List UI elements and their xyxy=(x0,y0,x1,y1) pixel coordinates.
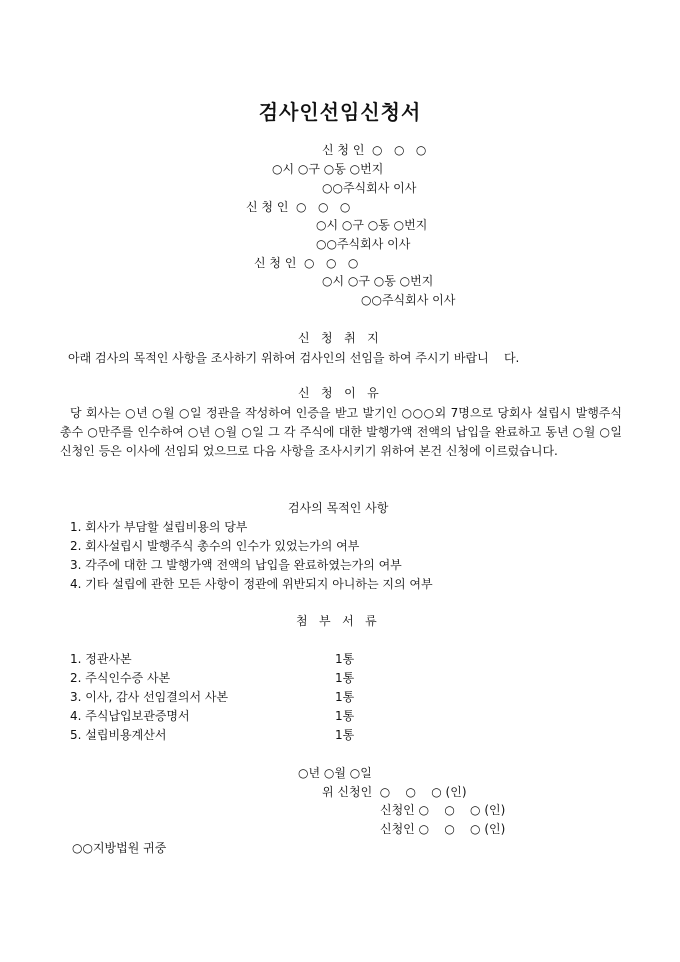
attachment-count: 1통 xyxy=(335,690,355,704)
signature-line: 신청인 ○ ○ ○ (인) xyxy=(380,803,506,817)
purpose-heading: 신 청 취 지 xyxy=(298,331,379,345)
inspection-item: 4. 기타 설립에 관한 모든 사항이 정관에 위반되지 아니하는 지의 여부 xyxy=(70,577,433,591)
applicant-3-label: 신 청 인 ○ ○ ○ xyxy=(254,256,359,270)
attachment-count: 1통 xyxy=(335,671,355,685)
applicant-3-address: ○시 ○구 ○동 ○번지 xyxy=(322,274,434,288)
signature-line: 위 신청인 ○ ○ ○ (인) xyxy=(322,785,467,799)
attachment-count: 1통 xyxy=(335,709,355,723)
applicant-2-address: ○시 ○구 ○동 ○번지 xyxy=(316,218,428,232)
attachment-name: 1. 정관사본 xyxy=(70,652,132,666)
attachment-name: 5. 설립비용계산서 xyxy=(70,728,167,742)
attachment-name: 4. 주식납입보관증명서 xyxy=(70,709,190,723)
reason-heading: 신 청 이 유 xyxy=(298,386,379,400)
document-title: 검사인선임신청서 xyxy=(258,100,422,124)
signature-line: 신청인 ○ ○ ○ (인) xyxy=(380,822,506,836)
inspection-item: 1. 회사가 부담할 설립비용의 당부 xyxy=(70,520,248,534)
inspection-item: 3. 각주에 대한 그 발행가액 전액의 납입을 완료하였는가의 여부 xyxy=(70,558,402,572)
applicant-2-company: ○○주식회사 이사 xyxy=(316,237,411,251)
purpose-text: 아래 검사의 목적인 사항을 조사하기 위하여 검사인의 선임을 하여 주시기 바랍니 다. xyxy=(68,351,520,365)
applicant-1-address: ○시 ○구 ○동 ○번지 xyxy=(272,162,384,176)
reason-text: 당 회사는 ○년 ○월 ○일 정관을 작성하여 인증을 받고 발기인 ○○○외 7명으로 당회사 설립시 발행주식 총수 ○만주를 인수하여 ○년 ○월 ○일 그 각 주식에 대한 발행가액 전액의 납입을 완료하고 동년 ○월 ○일 신청인 등은 이사에 선임되 었으므로 다음 사항을 조사시키기 위하여 본건 신청에 이르렀습니다. xyxy=(60,406,622,458)
inspection-heading: 검사의 목적인 사항 xyxy=(288,501,389,515)
applicant-3-company: ○○주식회사 이사 xyxy=(361,293,456,307)
attachment-name: 2. 주식인수증 사본 xyxy=(70,671,171,685)
document-date: ○년 ○월 ○일 xyxy=(298,766,372,780)
attachment-name: 3. 이사, 감사 선임결의서 사본 xyxy=(70,690,229,704)
attachments-heading: 첨 부 서 류 xyxy=(296,614,377,628)
applicant-1-company: ○○주식회사 이사 xyxy=(322,181,417,195)
applicant-2-label: 신 청 인 ○ ○ ○ xyxy=(246,200,351,214)
attachment-count: 1통 xyxy=(335,728,355,742)
inspection-item: 2. 회사설립시 발행주식 총수의 인수가 있었는가의 여부 xyxy=(70,539,360,553)
court-addressee: ○○지방법원 귀중 xyxy=(72,841,167,855)
applicant-1-label: 신 청 인 ○ ○ ○ xyxy=(322,143,427,157)
attachment-count: 1통 xyxy=(335,652,355,666)
